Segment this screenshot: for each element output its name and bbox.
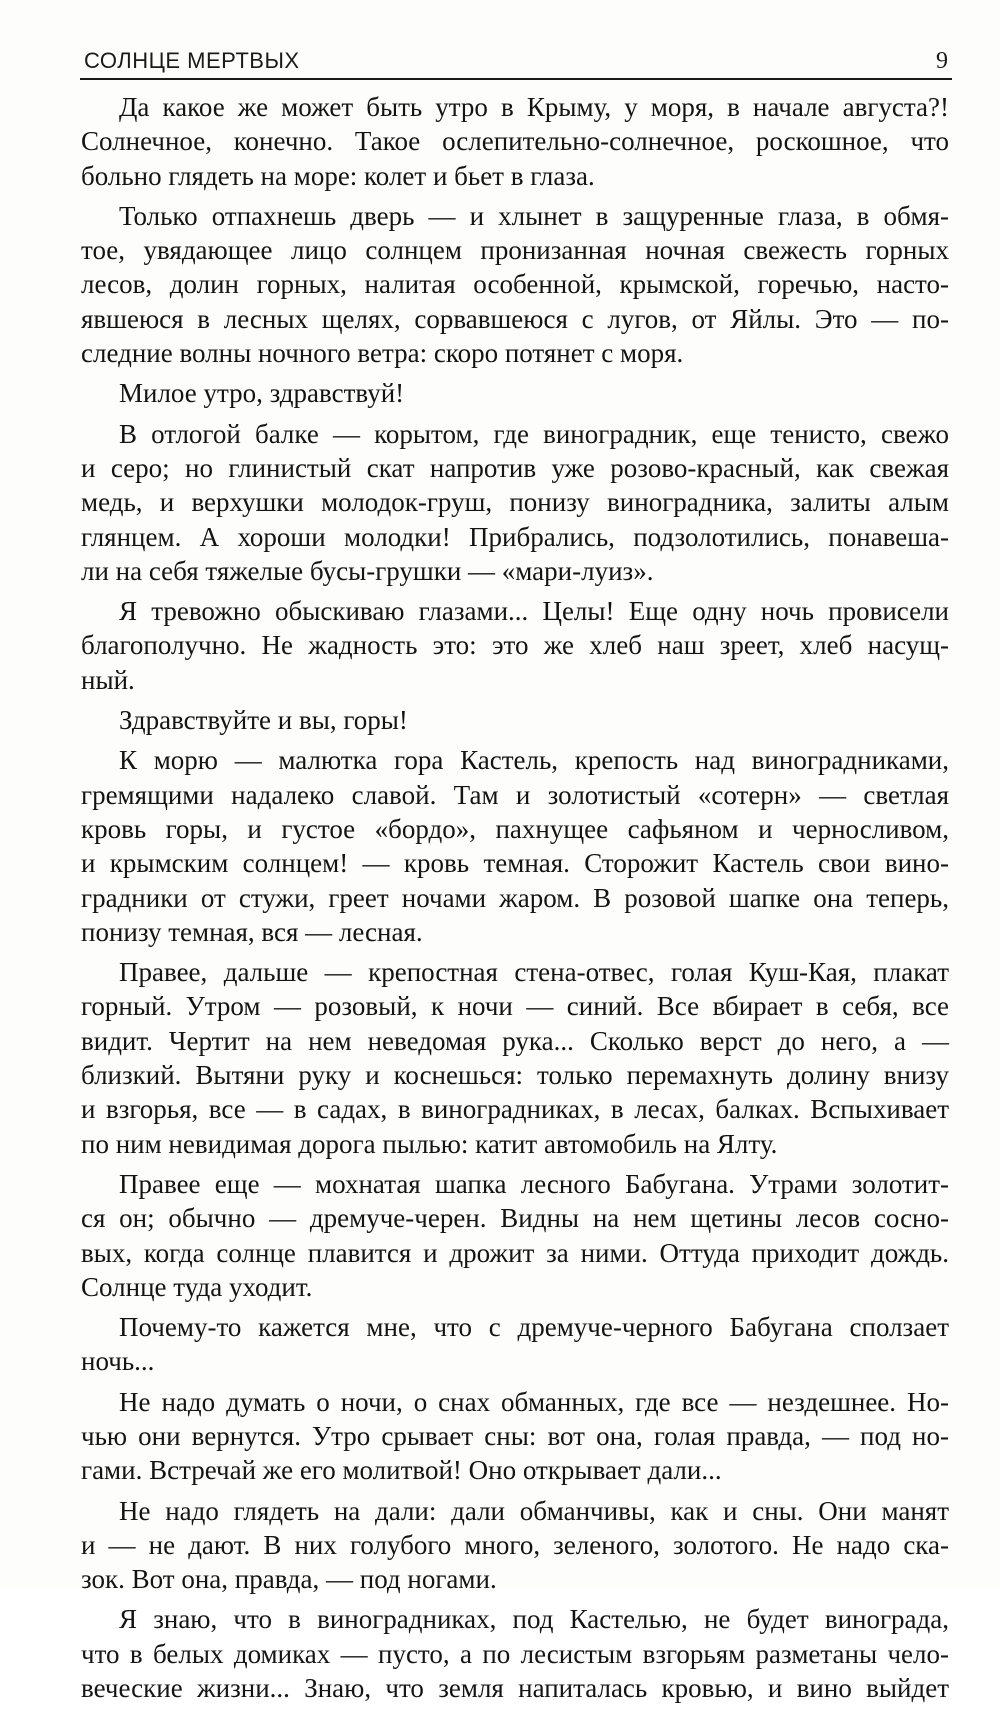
text-line: ный. <box>81 664 135 695</box>
text-line: лесов, долин горных, налитая особенной, крымской, горечью, насто- <box>81 269 949 300</box>
text-line: медь, и верхушки молодок-груш, понизу виноградника, залиты алым <box>81 487 949 518</box>
text-line: Только отпахнешь дверь — и хлынет в защуренные глаза, в обмя- <box>119 200 949 231</box>
text-line: Солнечное, конечно. Такое ослепительно-солнечное, роскошное, что <box>81 126 949 157</box>
paragraph <box>81 1385 949 1488</box>
text-line: Я тревожно обыскиваю глазами... Целы! Еще одну ночь провисели <box>119 596 949 627</box>
text-line: Здравствуйте и вы, горы! <box>119 705 408 736</box>
text-line: Не надо глядеть на дали: дали обманчивы, как и сны. Они манят <box>119 1495 949 1526</box>
text-line: явшеюся в лесных щелях, сорвавшеюся с лугов, от Яйлы. Это — по- <box>81 303 949 334</box>
paragraph <box>81 1310 949 1379</box>
text-line: вых, когда солнце плавится и дрожит за ними. Оттуда приходит дождь. <box>81 1237 949 1268</box>
paragraph <box>81 1167 949 1304</box>
paragraph <box>81 703 949 737</box>
text-line: Я знаю, что в виноградниках, под Кастелью, не будет винограда, <box>119 1604 949 1635</box>
text-line: близкий. Вытяни руку и коснешься: только перемахнуть долину внизу <box>81 1060 949 1091</box>
paragraph <box>81 199 949 370</box>
text-line: Не надо думать о ночи, о снах обманных, где все — нездешнее. Но- <box>119 1386 949 1417</box>
paragraph <box>81 376 949 410</box>
text-line: Почему-то кажется мне, что с дремуче-черного Бабугана сползает <box>119 1312 949 1343</box>
text-line: К морю — малютка гора Кастель, крепость над виноградниками, <box>119 745 949 776</box>
text-line: Милое утро, здравствуй! <box>119 378 405 409</box>
text-line: следние волны ночного ветра: скоро потянет с моря. <box>81 338 684 369</box>
text-line: что в белых домиках — пусто, а по лесистым взгорьям разметаны чело- <box>81 1638 949 1669</box>
paragraph <box>81 955 949 1161</box>
text-line: больно глядеть на море: колет и бьет в глаза. <box>81 160 595 191</box>
text-line: В отлогой балке — корытом, где виноградник, еще тенисто, свежо <box>119 418 949 449</box>
text-line: ли на себя тяжелые бусы-грушки — «мари-луиз». <box>81 555 654 586</box>
text-line: и серо; но глинистый скат напротив уже розово-красный, как свежая <box>81 452 949 483</box>
text-line: гремящими надалеко славой. Там и золотистый «сотерн» — светлая <box>81 779 949 810</box>
running-title: СОЛНЦЕ МЕРТВЫХ <box>84 48 300 73</box>
page-number: 9 <box>936 48 948 74</box>
body-text <box>81 90 949 1711</box>
text-line: зок. Вот она, правда, — под ногами. <box>81 1564 497 1595</box>
text-line: ночь... <box>81 1346 155 1377</box>
text-line: и взгорья, все — в садах, в виноградниках, в лесах, балках. Вспыхивает <box>81 1094 949 1125</box>
text-line: и крымским солнцем! — кровь темная. Сторожит Кастель свои вино- <box>81 848 949 879</box>
paragraph <box>81 1602 949 1705</box>
text-line: понизу темная, вся — лесная. <box>81 916 423 947</box>
paragraph <box>81 743 949 949</box>
text-line: градники от стужи, греет ночами жаром. В розовой шапке она теперь, <box>81 882 949 913</box>
text-line: благополучно. Не жадность это: это же хлеб наш зреет, хлеб насущ- <box>81 630 949 661</box>
paragraph <box>81 417 949 588</box>
text-line: тое, увядающее лицо солнцем пронизанная ночная свежесть горных <box>81 235 949 266</box>
running-head <box>80 44 952 80</box>
text-line: по ним невидимая дорога пылью: катит автомобиль на Ялту. <box>81 1128 778 1159</box>
text-line: ся он; обычно — дремуче-черен. Видны на нем щетины лесов сосно- <box>81 1203 949 1234</box>
text-line: и — не дают. В них голубого много, зеленого, золотого. Не надо ска- <box>81 1529 949 1560</box>
text-line: Солнце туда уходит. <box>81 1271 313 1302</box>
text-line: веческие жизни... Знаю, что земля напиталась кровью, и вино выйдет <box>81 1673 949 1704</box>
paragraph <box>81 1494 949 1597</box>
text-line: видит. Чертит на нем неведомая рука... Сколько верст до него, а — <box>81 1025 949 1056</box>
text-line: Правее, дальше — крепостная стена-отвес, голая Куш-Кая, плакат <box>119 957 949 988</box>
text-line: гами. Встречай же его молитвой! Оно открывает дали... <box>81 1455 722 1486</box>
paragraph <box>81 594 949 697</box>
text-line: чью они вернутся. Утро срывает сны: вот она, голая правда, — под но- <box>81 1420 949 1451</box>
paragraph <box>81 90 949 193</box>
text-line: горный. Утром — розовый, к ночи — синий. Все вбирает в себя, все <box>81 991 949 1022</box>
text-line: кровь горы, и густое «бордо», пахнущее сафьяном и черносливом, <box>81 813 949 844</box>
text-line: глянцем. А хороши молодки! Прибрались, подзолотились, понавеша- <box>81 521 949 552</box>
text-line: Да какое же может быть утро в Крыму, у моря, в начале августа?! <box>119 92 949 122</box>
text-line: Правее еще — мохнатая шапка лесного Бабугана. Утрами золотит- <box>119 1168 949 1199</box>
